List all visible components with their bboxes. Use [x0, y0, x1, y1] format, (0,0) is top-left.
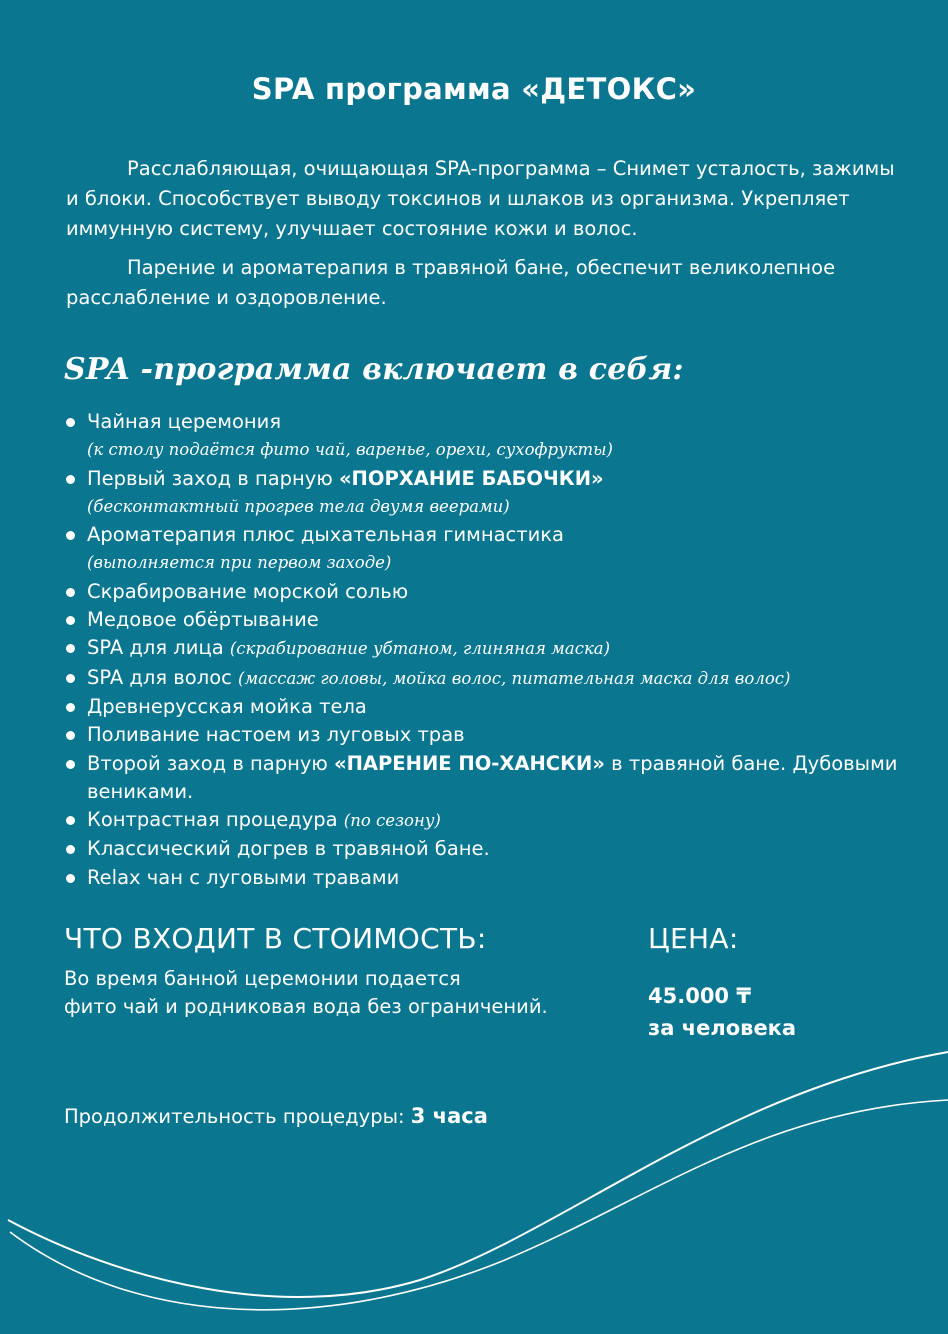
list-item: Классический догрев в травяной бане.: [64, 835, 904, 863]
list-item: Первый заход в парную «ПОРХАНИЕ БАБОЧКИ» (бесконтактный прогрев тела двумя веерами): [64, 465, 904, 522]
bullet-icon: [66, 760, 75, 769]
program-section-title: SPA -программа включает в себя:: [64, 352, 684, 387]
list-item: Скрабирование морской солью: [64, 578, 904, 606]
bullet-icon: [66, 616, 75, 625]
list-item: SPA для лица (скрабирование убтаном, глиняная маска): [64, 634, 904, 663]
list-item: Второй заход в парную «ПАРЕНИЕ ПО-ХАНСКИ» в травяной бане. Дубовыми вениками.: [64, 750, 904, 807]
price-amount: 45.000 ₸: [648, 984, 751, 1008]
intro-paragraph-2: Парение и ароматерапия в травяной бане, обеспечит великолепное расслабление и оздоровление.: [66, 256, 836, 309]
price-per-person: за человека: [648, 1016, 797, 1040]
bullet-icon: [66, 816, 75, 825]
wave-line-2: [10, 1100, 948, 1310]
duration-label: Продолжительность процедуры:: [64, 1105, 411, 1128]
page-title: SPA программа «ДЕТОКС»: [251, 72, 697, 106]
bullet-icon: [66, 874, 75, 883]
cost-description: Во время банной церемонии подается фито чай и родниковая вода без ограничений.: [64, 967, 548, 1018]
list-item: Чайная церемония (к столу подаётся фито чай, варенье, орехи, сухофрукты): [64, 408, 904, 465]
bullet-icon: [66, 475, 75, 484]
bullet-icon: [66, 703, 75, 712]
bullet-icon: [66, 845, 75, 854]
bullet-icon: [66, 531, 75, 540]
price-section-title: ЦЕНА:: [648, 922, 739, 955]
bullet-icon: [66, 588, 75, 597]
decorative-waves: [0, 1030, 948, 1334]
intro-text: [66, 154, 896, 322]
duration-value: 3 часа: [410, 1104, 488, 1128]
list-item: Ароматерапия плюс дыхательная гимнастика (выполняется при первом заходе): [64, 521, 904, 578]
bullet-icon: [66, 674, 75, 683]
program-list: [64, 408, 904, 892]
bullet-icon: [66, 644, 75, 653]
list-item: Медовое обёртывание: [64, 606, 904, 634]
list-item: SPA для волос (массаж головы, мойка волос, питательная маска для волос): [64, 664, 904, 693]
list-item: Древнерусская мойка тела: [64, 693, 904, 721]
cost-section-title: ЧТО ВХОДИТ В СТОИМОСТЬ:: [64, 922, 487, 955]
intro-paragraph-1: Расслабляющая, очищающая SPA-программа – Снимет усталость, зажимы и блоки. Способствует выводу токсинов и шлаков из организма. Укрепляет иммунную систему, улучшает состояние кожи и волос.: [66, 157, 895, 240]
bullet-icon: [66, 731, 75, 740]
bullet-icon: [66, 418, 75, 427]
wave-line-1: [8, 1052, 948, 1297]
list-item: Поливание настоем из луговых трав: [64, 721, 904, 749]
list-item: Контрастная процедура (по сезону): [64, 806, 904, 835]
list-item: Relax чан с луговыми травами: [64, 864, 904, 892]
